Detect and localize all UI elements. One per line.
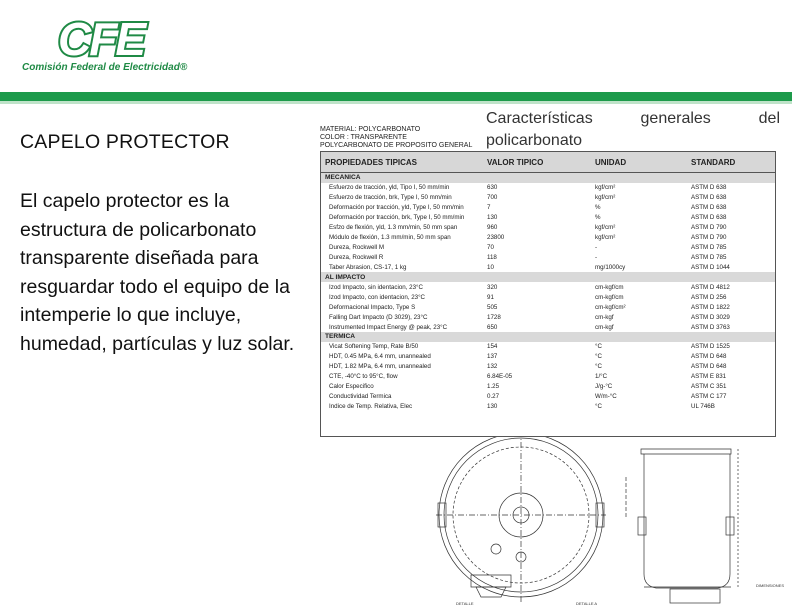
table-row bbox=[321, 243, 775, 253]
cell-val: 10 bbox=[487, 263, 494, 271]
header-value: VALOR TIPICO bbox=[483, 152, 591, 173]
section-label: AL IMPACTO bbox=[321, 272, 775, 282]
cell-prop: Conductividad Termica bbox=[329, 393, 392, 401]
cell-val: 7 bbox=[487, 204, 491, 212]
caption-word-2: generales bbox=[640, 110, 711, 127]
table-header-row bbox=[321, 152, 775, 173]
cell-prop: Deformación por tracción, brk, Type I, 50 mm/min bbox=[329, 214, 465, 222]
cell-prop: Dureza, Rockwell R bbox=[329, 253, 384, 261]
cell-prop: Izod Impacto, sin identacion, 23°C bbox=[329, 283, 423, 291]
caption-word-1: Características bbox=[486, 110, 593, 127]
table-row bbox=[321, 342, 775, 352]
cell-unit: kgf/cm² bbox=[595, 224, 616, 232]
material-block bbox=[320, 126, 472, 150]
header-green-band bbox=[0, 92, 792, 101]
cell-val: 1728 bbox=[487, 313, 501, 321]
cell-std: ASTM D 3763 bbox=[691, 323, 730, 331]
cell-prop: Taber Abrasion, CS-17, 1 kg bbox=[329, 263, 407, 271]
cell-prop: Esfuerzo de tracción, brk, Type I, 50 mm/min bbox=[329, 194, 452, 202]
table-row bbox=[321, 213, 775, 223]
cell-unit: °C bbox=[595, 403, 602, 411]
cell-unit: mg/1000cy bbox=[595, 263, 626, 271]
table-section-row bbox=[321, 332, 775, 342]
cell-unit: kgf/cm² bbox=[595, 234, 616, 242]
slide-body-text: El capelo protector es la estructura de policarbonato transparente diseñada para resguardar todo el equipo de la intemperie lo que incluye, humedad, partículas y luz solar. bbox=[20, 190, 295, 355]
cell-std: ASTM D 785 bbox=[691, 253, 727, 261]
section-label: MECANICA bbox=[321, 173, 775, 183]
cell-prop: Esfuerzo de tracción, yld, Tipo I, 50 mm/min bbox=[329, 184, 450, 192]
cell-prop: Calor Especifico bbox=[329, 383, 374, 391]
cell-std: ASTM D 3029 bbox=[691, 313, 730, 321]
cell-prop: HDT, 1.82 MPa, 6.4 mm, unannealed bbox=[329, 363, 431, 371]
cell-val: 650 bbox=[487, 323, 498, 331]
side-view-drawing bbox=[626, 449, 738, 603]
cell-prop: Dureza, Rockwell M bbox=[329, 244, 385, 252]
cell-unit: 1/°C bbox=[595, 373, 608, 381]
table-row bbox=[321, 372, 775, 382]
cell-std: UL 746B bbox=[691, 403, 715, 411]
table-row bbox=[321, 392, 775, 402]
table-row bbox=[321, 362, 775, 372]
cell-std: ASTM D 1822 bbox=[691, 303, 730, 311]
cell-std: ASTM D 638 bbox=[691, 204, 727, 212]
cell-val: 700 bbox=[487, 194, 498, 202]
cell-std: ASTM D 790 bbox=[691, 224, 727, 232]
cell-std: ASTM D 256 bbox=[691, 293, 727, 301]
table-row bbox=[321, 322, 775, 332]
cell-val: 320 bbox=[487, 283, 498, 291]
cell-val: 132 bbox=[487, 363, 498, 371]
header-standard: STANDARD bbox=[687, 152, 775, 173]
properties-table bbox=[320, 151, 776, 437]
top-view-drawing bbox=[436, 437, 606, 602]
table-row bbox=[321, 233, 775, 243]
grade-line: POLYCARBONATO DE PROPOSITO GENERAL bbox=[320, 142, 473, 149]
cell-prop: Izod Impacto, con identacion, 23°C bbox=[329, 293, 426, 301]
cell-std: ASTM D 648 bbox=[691, 353, 727, 361]
cell-std: ASTM D 638 bbox=[691, 184, 727, 192]
spec-caption bbox=[486, 108, 780, 152]
cell-std: ASTM D 648 bbox=[691, 363, 727, 371]
cell-prop: Deformación por tracción, yld, Type I, 50 mm/min bbox=[329, 204, 464, 212]
cell-val: 960 bbox=[487, 224, 498, 232]
cell-std: ASTM C 177 bbox=[691, 393, 727, 401]
cfe-logo-subtitle: Comisión Federal de Electricidad® bbox=[22, 62, 188, 73]
table-section-row bbox=[321, 173, 775, 183]
cell-val: 630 bbox=[487, 184, 498, 192]
table-row bbox=[321, 262, 775, 272]
cell-val: 6.84E-05 bbox=[487, 373, 513, 381]
cell-val: 130 bbox=[487, 214, 498, 222]
cell-unit: - bbox=[595, 253, 598, 261]
cell-std: ASTM C 351 bbox=[691, 383, 727, 391]
cell-std: ASTM D 785 bbox=[691, 244, 727, 252]
cell-unit: °C bbox=[595, 363, 602, 371]
table-row bbox=[321, 382, 775, 392]
cfe-logo bbox=[20, 14, 195, 84]
table-row bbox=[321, 282, 775, 292]
cell-std: ASTM D 1525 bbox=[691, 343, 730, 351]
cell-prop: Indice de Temp. Relativa, Elec bbox=[329, 403, 413, 411]
caption-word-3: del bbox=[758, 110, 780, 127]
cell-prop: Vicat Softening Temp, Rate B/50 bbox=[329, 343, 419, 351]
table-row bbox=[321, 253, 775, 263]
table-row bbox=[321, 223, 775, 233]
cell-unit: kgf/cm² bbox=[595, 194, 616, 202]
cell-val: 1.25 bbox=[487, 383, 500, 391]
section-label: TERMICA bbox=[321, 332, 775, 342]
cell-unit: kgf/cm² bbox=[595, 184, 616, 192]
table-row bbox=[321, 352, 775, 362]
cell-prop: Esfzo de flexión, yld, 1.3 mm/min, 50 mm span bbox=[329, 224, 458, 232]
cell-prop: Instrumented Impact Energy @ peak, 23°C bbox=[329, 323, 448, 331]
table-row bbox=[321, 402, 775, 412]
cell-unit: cm-kgf bbox=[595, 323, 614, 331]
cell-std: ASTM D 638 bbox=[691, 214, 727, 222]
cell-unit: cm-kgf/cm bbox=[595, 283, 624, 291]
cell-val: 23800 bbox=[487, 234, 505, 242]
color-line: COLOR : TRANSPARENTE bbox=[320, 134, 407, 141]
cell-std: ASTM D 1044 bbox=[691, 263, 730, 271]
cell-unit: W/m-°C bbox=[595, 393, 617, 401]
cell-unit: °C bbox=[595, 353, 602, 361]
svg-text:DETALLE: DETALLE bbox=[456, 601, 474, 606]
cell-val: 130 bbox=[487, 403, 498, 411]
cell-prop: Módulo de flexión, 1.3 mm/min, 50 mm span bbox=[329, 234, 451, 242]
table-body bbox=[321, 173, 775, 412]
cell-std: ASTM D 638 bbox=[691, 194, 727, 202]
cell-prop: Deformacional Impacto, Type S bbox=[329, 303, 416, 311]
svg-text:DETALLE A: DETALLE A bbox=[576, 601, 598, 606]
table-section-row bbox=[321, 272, 775, 282]
table-row bbox=[321, 183, 775, 193]
cell-std: ASTM D 4812 bbox=[691, 283, 730, 291]
caption-line-2: policarbonato bbox=[486, 132, 583, 149]
cell-unit: °C bbox=[595, 343, 602, 351]
header-properties: PROPIEDADES TIPICAS bbox=[321, 152, 483, 173]
cell-val: 505 bbox=[487, 303, 498, 311]
cell-unit: % bbox=[595, 214, 601, 222]
cell-unit: J/g-°C bbox=[595, 383, 613, 391]
table-row bbox=[321, 292, 775, 302]
cell-unit: cm-kgf bbox=[595, 313, 614, 321]
table-row bbox=[321, 193, 775, 203]
cell-val: 70 bbox=[487, 244, 494, 252]
cell-unit: % bbox=[595, 204, 601, 212]
material-line: MATERIAL: POLYCARBONATO bbox=[320, 126, 421, 133]
cell-prop: HDT, 0.45 MPa, 6.4 mm, unannealed bbox=[329, 353, 431, 361]
cell-val: 154 bbox=[487, 343, 498, 351]
slide-title: CAPELO PROTECTOR bbox=[20, 131, 230, 153]
technical-drawings bbox=[426, 437, 790, 607]
cell-val: 91 bbox=[487, 293, 494, 301]
cell-std: ASTM E 831 bbox=[691, 373, 727, 381]
table-row bbox=[321, 302, 775, 312]
detail-labels bbox=[456, 583, 784, 606]
table-row bbox=[321, 203, 775, 213]
cell-val: 137 bbox=[487, 353, 498, 361]
cell-prop: CTE, -40°C to 95°C, flow bbox=[329, 373, 398, 381]
cell-prop: Falling Dart Impacto (D 3029), 23°C bbox=[329, 313, 428, 321]
cfe-logo-mark: CFE bbox=[58, 13, 144, 65]
header-unit: UNIDAD bbox=[591, 152, 687, 173]
cell-unit: cm-kgf/cm² bbox=[595, 303, 626, 311]
cell-unit: cm-kgf/cm bbox=[595, 293, 624, 301]
cell-std: ASTM D 790 bbox=[691, 234, 727, 242]
cell-val: 0.27 bbox=[487, 393, 500, 401]
spec-sheet-image bbox=[316, 104, 790, 609]
svg-text:DIMENSIONES: DIMENSIONES bbox=[756, 583, 785, 588]
cell-unit: - bbox=[595, 244, 598, 252]
cell-val: 118 bbox=[487, 253, 497, 261]
table-row bbox=[321, 312, 775, 322]
